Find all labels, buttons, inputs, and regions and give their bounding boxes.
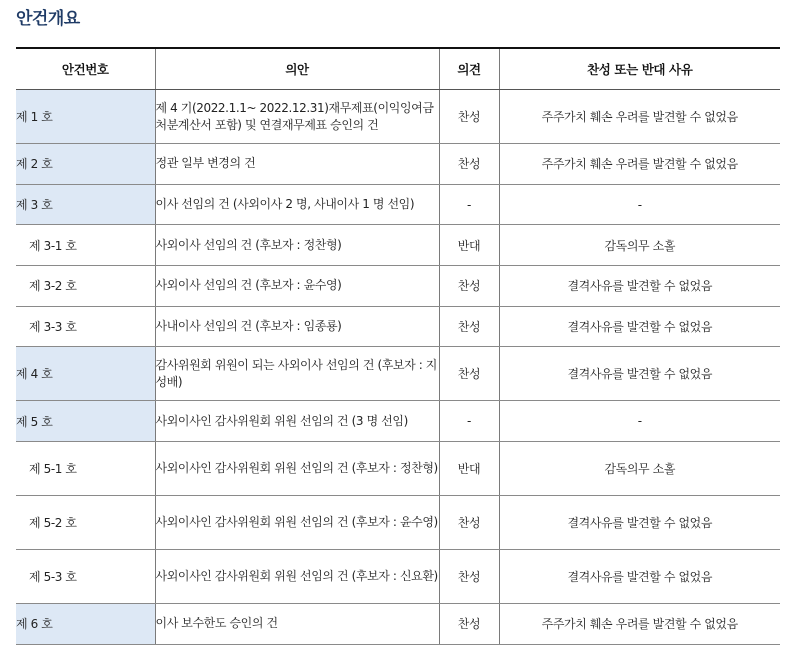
agenda-item-cell: 사외이사인 감사위원회 위원 선임의 건 (후보자 : 윤수영) — [155, 496, 439, 550]
agenda-number-cell: 제 3 호 — [16, 184, 155, 225]
agenda-item-cell: 제 4 기(2022.1.1~ 2022.12.31)재무제표(이익잉여금처분계산서 포함) 및 연결재무제표 승인의 건 — [155, 90, 439, 144]
table-row — [16, 496, 780, 550]
agenda-item-cell: 정관 일부 변경의 건 — [155, 144, 439, 185]
header-reason: 찬성 또는 반대 사유 — [499, 48, 780, 90]
reason-cell: 주주가치 훼손 우려를 발견할 수 없었음 — [499, 90, 780, 144]
opinion-cell: - — [439, 184, 499, 225]
table-row — [16, 184, 780, 225]
reason-cell: - — [499, 401, 780, 442]
opinion-cell: 찬성 — [439, 604, 499, 645]
reason-cell: 결격사유를 발견할 수 없었음 — [499, 347, 780, 401]
agenda-number-cell: 제 6 호 — [16, 604, 155, 645]
agenda-item-cell: 감사위원회 위원이 되는 사외이사 선임의 건 (후보자 : 지성배) — [155, 347, 439, 401]
reason-cell: 결격사유를 발견할 수 없었음 — [499, 266, 780, 307]
opinion-cell: 찬성 — [439, 266, 499, 307]
reason-cell: 감독의무 소홀 — [499, 442, 780, 496]
agenda-item-cell: 사내이사 선임의 건 (후보자 : 임종룡) — [155, 306, 439, 347]
table-row — [16, 347, 780, 401]
agenda-number-cell: 제 3-2 호 — [16, 266, 155, 307]
agenda-number-cell: 제 5-2 호 — [16, 496, 155, 550]
table-row — [16, 401, 780, 442]
reason-cell: 감독의무 소홀 — [499, 225, 780, 266]
opinion-cell: 반대 — [439, 225, 499, 266]
table-row — [16, 442, 780, 496]
opinion-cell: - — [439, 401, 499, 442]
table-row — [16, 90, 780, 144]
agenda-item-cell: 사외이사 선임의 건 (후보자 : 윤수영) — [155, 266, 439, 307]
agenda-number-cell: 제 3-3 호 — [16, 306, 155, 347]
agenda-item-cell: 사외이사인 감사위원회 위원 선임의 건 (후보자 : 정찬형) — [155, 442, 439, 496]
opinion-cell: 찬성 — [439, 347, 499, 401]
table-body — [16, 90, 780, 645]
header-agenda-item: 의안 — [155, 48, 439, 90]
table-row — [16, 604, 780, 645]
page-title: 안건개요 — [16, 9, 80, 29]
agenda-number-cell: 제 3-1 호 — [16, 225, 155, 266]
reason-cell: 결격사유를 발견할 수 없었음 — [499, 550, 780, 604]
opinion-cell: 찬성 — [439, 90, 499, 144]
agenda-number-cell: 제 5 호 — [16, 401, 155, 442]
opinion-cell: 찬성 — [439, 550, 499, 604]
opinion-cell: 찬성 — [439, 306, 499, 347]
reason-cell: 주주가치 훼손 우려를 발견할 수 없었음 — [499, 144, 780, 185]
header-agenda-number: 안건번호 — [16, 48, 155, 90]
agenda-number-cell: 제 1 호 — [16, 90, 155, 144]
agenda-item-cell: 이사 선임의 건 (사외이사 2 명, 사내이사 1 명 선임) — [155, 184, 439, 225]
agenda-item-cell: 이사 보수한도 승인의 건 — [155, 604, 439, 645]
reason-cell: 주주가치 훼손 우려를 발견할 수 없었음 — [499, 604, 780, 645]
agenda-item-cell: 사외이사인 감사위원회 위원 선임의 건 (3 명 선임) — [155, 401, 439, 442]
table-header-row — [16, 48, 780, 90]
table-row — [16, 225, 780, 266]
table-row — [16, 144, 780, 185]
table-row — [16, 550, 780, 604]
agenda-number-cell: 제 5-3 호 — [16, 550, 155, 604]
agenda-item-cell: 사외이사인 감사위원회 위원 선임의 건 (후보자 : 신요환) — [155, 550, 439, 604]
opinion-cell: 찬성 — [439, 496, 499, 550]
agenda-number-cell: 제 5-1 호 — [16, 442, 155, 496]
header-opinion: 의견 — [439, 48, 499, 90]
agenda-number-cell: 제 2 호 — [16, 144, 155, 185]
reason-cell: - — [499, 184, 780, 225]
reason-cell: 결격사유를 발견할 수 없었음 — [499, 306, 780, 347]
opinion-cell: 반대 — [439, 442, 499, 496]
agenda-item-cell: 사외이사 선임의 건 (후보자 : 정찬형) — [155, 225, 439, 266]
opinion-cell: 찬성 — [439, 144, 499, 185]
agenda-number-cell: 제 4 호 — [16, 347, 155, 401]
table-row — [16, 306, 780, 347]
table-row — [16, 266, 780, 307]
agenda-table — [16, 47, 780, 645]
reason-cell: 결격사유를 발견할 수 없었음 — [499, 496, 780, 550]
